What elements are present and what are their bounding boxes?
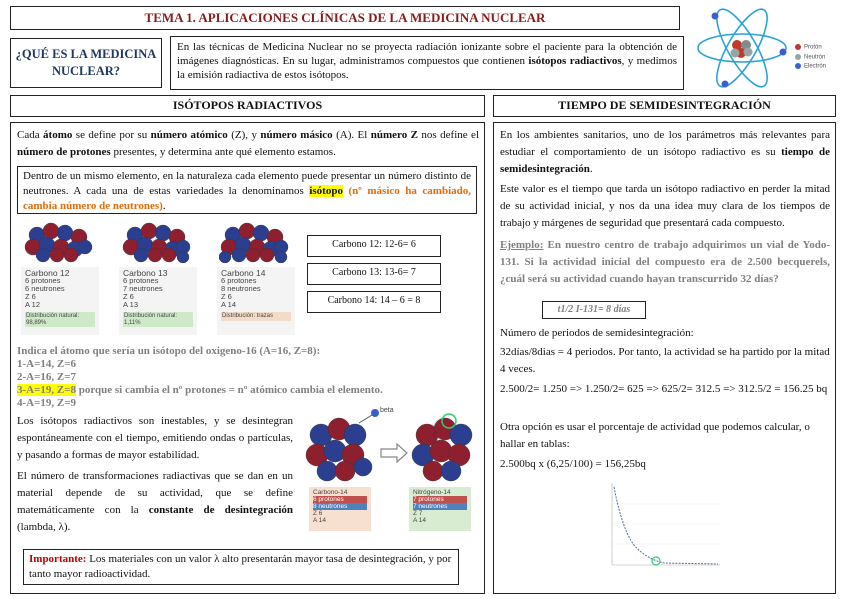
nitrogen14-decay-card: Nitrógeno-14 7 protones 7 neutrones Z 7 A 14 (409, 487, 471, 531)
halflife-intro: En los ambientes sanitarios, uno de los parámetros más relevantes para estudiar el comportamiento de un isótopo radiactivo es su tiempo de semidesintegración. (500, 129, 830, 175)
exercise-option-3: 3-A=19, Z=8 porque si cambia el nº protones = nº atómico cambia el elemento. (17, 384, 383, 396)
beta-decay-illustration (299, 405, 479, 485)
percentage-option: Otra opción es usar el porcentaje de actividad que podemos calcular, o hallar en tablas: (500, 421, 810, 450)
intro-paragraph: En las técnicas de Medicina Nuclear no se proyecta radiación ionizante sobre el paciente para la obtención de imágenes diagnósticas. En su lugar, administramos compuestos que contienen isótopos radiactivos, y medimos la emisión radiactiva de estos isótopos. (170, 36, 684, 90)
page-title: TEMA 1. APLICACIONES CLÍNICAS DE LA MEDICINA NUCLEAR (10, 6, 680, 30)
halflife-example: Ejemplo: En nuestro centro de trabajo adquirimos un vial de Yodo-131. Si la actividad inicial del compuesto era de 2.500 becquerels, ¿cuál será su actividad cuando hayan transcurrido 32 días? (500, 239, 830, 285)
carbon13-nucleus-image (121, 221, 193, 263)
legend-neutron: Neutrón (804, 54, 826, 61)
carbon14-decay-card: Carbono-14 6 protones 8 neutrones Z 6 A 14 (309, 487, 371, 531)
decay-curve-chart (604, 479, 724, 575)
halflife-panel (493, 122, 836, 594)
atom-legend (795, 44, 826, 70)
legend-proton: Protón (804, 44, 822, 51)
legend-electron: Electrón (804, 63, 827, 70)
halflife-heading: TIEMPO DE SEMIDESINTEGRACIÓN (493, 95, 836, 117)
isotopes-heading: ISÓTOPOS RADIACTIVOS (10, 95, 485, 117)
periods-calc: 32días/8dias = 4 periodos. Por tanto, la actividad se ha partido por la mitad 4 veces. (500, 346, 830, 375)
exercise-option-4: 4-A=19, Z=9 (17, 397, 76, 409)
beta-label: beta (380, 407, 394, 414)
isotope-definition-box: Dentro de un mismo elemento, en la naturaleza cada elemento puede presentar un número distinto de neutrones. A cada una de estas variedades la denominamos isótopo (nº másico ha cambiado, cambia número de neutrones). (17, 166, 477, 214)
carbon14-card: Carbono 14 6 protones 8 neutrones Z 6 A 14 Distribución: trazas (217, 267, 295, 335)
carbon14-nucleus-image (219, 221, 291, 263)
carbon13-card: Carbono 13 6 protones 7 neutrones Z 6 A 13 Distribución natural: 1,11% (119, 267, 197, 335)
carbon12-card: Carbono 12 6 protones 6 neutrones Z 6 A 12 Distribución natural: 98,89% (21, 267, 99, 335)
halflife-definition: Este valor es el tiempo que tarda un isótopo radiactivo en perder la mitad de su actividad inicial, y nos da una idea muy clara de los tiempos de trabajo y márgenes de seguridad que presentará cada compuesto. (500, 183, 830, 229)
iodine-halflife-box: t1/2 I-131= 8 días (542, 301, 646, 319)
carbon12-neutron-calc: Carbono 12: 12-6= 6 (307, 235, 441, 257)
isotopes-panel (10, 122, 485, 594)
percentage-calc: 2.500bq x (6,25/100) = 156,25bq (500, 458, 646, 470)
exercise-question: Indica el átomo que sería un isótopo del oxigeno-16 (A=16, Z=8): (17, 345, 321, 357)
carbon14-neutron-calc: Carbono 14: 14 – 6 = 8 (307, 291, 441, 313)
exercise-option-1: 1-A=14, Z=6 (17, 358, 76, 370)
atom-definition: Cada átomo se define por su número atómico (Z), y número másico (A). El número Z nos define el número de protones presentes, y determina ante qué elemento estamos. (17, 129, 479, 158)
question-heading: ¿QUÉ ES LA MEDICINA NUCLEAR? (10, 38, 162, 88)
carbon13-neutron-calc: Carbono 13: 13-6= 7 (307, 263, 441, 285)
exercise-option-2: 2-A=16, Z=7 (17, 371, 76, 383)
important-note-box: Importante: Los materiales con un valor λ alto presentarán mayor tasa de desintegración, y por tanto mayor radioactividad. (23, 549, 459, 585)
activity-paragraph: El número de transformaciones radiactivas que se dan en un material depende de su actividad, que se define matemáticamente con la constante de desintegración (lambda, λ). (17, 470, 294, 533)
periods-heading: Número de periodos de semidesintegración: (500, 327, 694, 339)
halving-calc: 2.500/2= 1.250 => 1.250/2= 625 => 625/2= 312.5 => 312.5/2 = 156.25 bq (500, 383, 828, 395)
decay-paragraph: Los isótopos radiactivos son inestables, y se desintegran espontáneamente con el tiempo, emitiendo ondas o partículas, y pasando a formas de mayor estabilidad. (17, 415, 293, 461)
carbon12-nucleus-image (23, 221, 95, 263)
atom-illustration (695, 4, 790, 92)
